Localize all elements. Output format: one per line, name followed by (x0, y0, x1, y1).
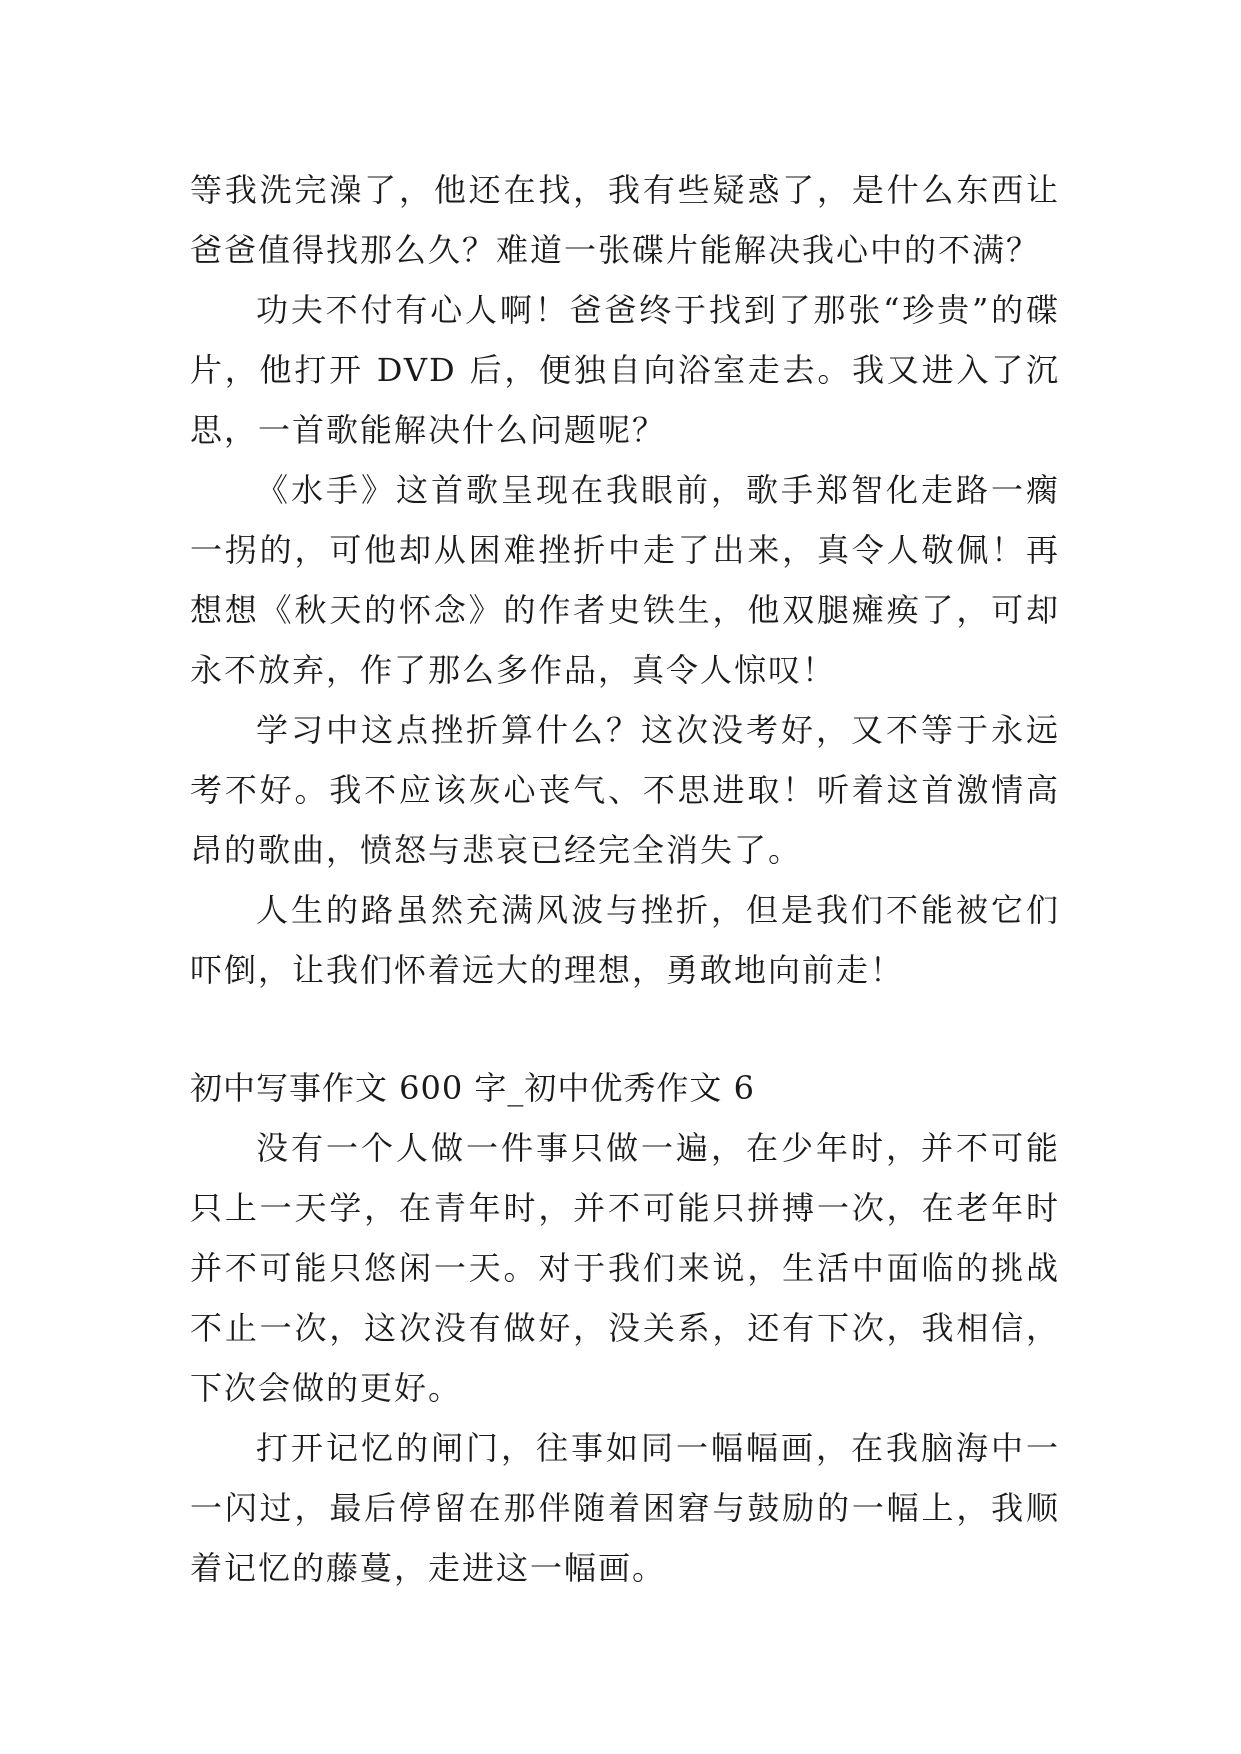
paragraph: 没有一个人做一件事只做一遍，在少年时，并不可能只上一天学，在青年时，并不可能只拼搏一次，在老年时并不可能只悠闲一天。对于我们来说，生活中面临的挑战不止一次，这次没有做好，没关系，还有下次，我相信，下次会做的更好。 (190, 1129, 1060, 1407)
paragraph: 学习中这点挫折算什么？这次没考好，又不等于永远考不好。我不应该灰心丧气、不思进取！听着这首激情高昂的歌曲，愤怒与悲哀已经完全消失了。 (190, 711, 1060, 869)
paragraph: 打开记忆的闸门，往事如同一幅幅画，在我脑海中一一闪过，最后停留在那伴随着困窘与鼓励的一幅上，我顺着记忆的藤蔓，走进这一幅画。 (190, 1429, 1060, 1587)
section-title: 初中写事作文 600 字_初中优秀作文 6 (190, 1069, 755, 1107)
paragraph: 人生的路虽然充满风波与挫折，但是我们不能被它们吓倒，让我们怀着远大的理想，勇敢地向前走！ (190, 891, 1060, 989)
paragraph: 《水手》这首歌呈现在我眼前，歌手郑智化走路一瘸一拐的，可他却从困难挫折中走了出来，真令人敬佩！再想想《秋天的怀念》的作者史铁生，他双腿瘫痪了，可却永不放弃，作了那么多作品，真令人惊叹！ (190, 471, 1060, 689)
document-body (190, 160, 1060, 1598)
paragraph-continued: 等我洗完澡了，他还在找，我有些疑惑了，是什么东西让爸爸值得找那么久？难道一张碟片能解决我心中的不满？ (190, 171, 1060, 269)
paragraph: 功夫不付有心人啊！爸爸终于找到了那张“珍贵”的碟片，他打开 DVD 后，便独自向浴室走去。我又进入了沉思，一首歌能解决什么问题呢？ (190, 291, 1060, 449)
